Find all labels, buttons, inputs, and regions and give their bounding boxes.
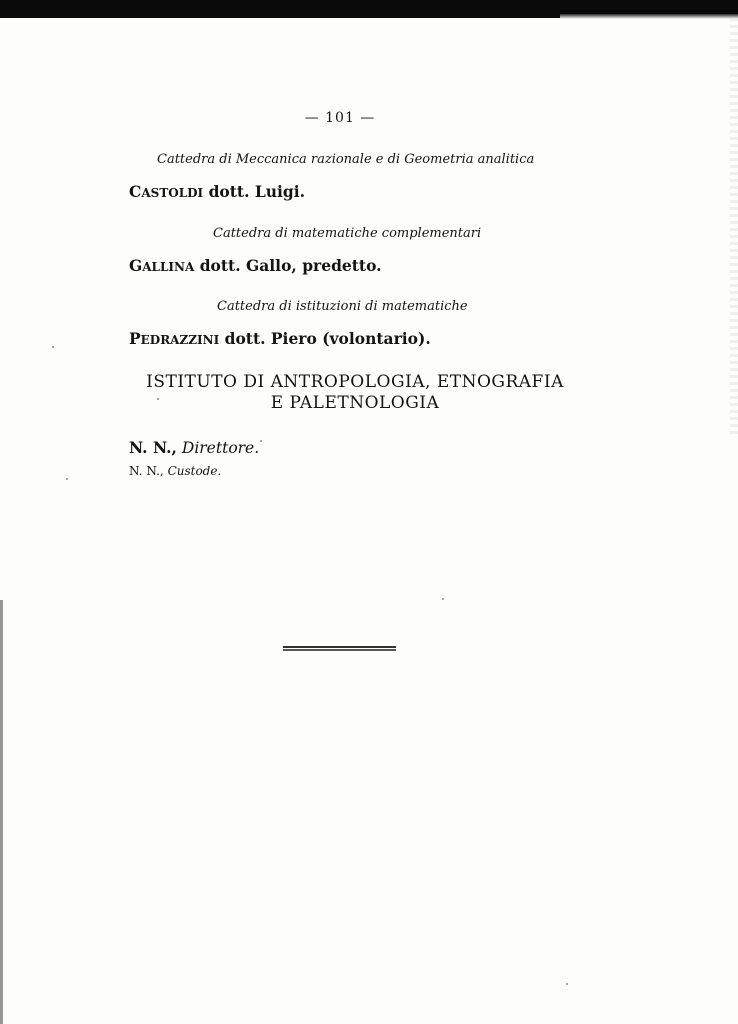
surname-initial: P	[129, 329, 141, 348]
staff-entry-gallina	[129, 256, 382, 275]
staff-entry-pedrazzini	[129, 329, 431, 348]
scan-speck	[52, 346, 54, 348]
surname-initial: C	[129, 182, 142, 201]
staff-director	[129, 438, 259, 457]
staff-details: dott. Gallo, predetto.	[194, 256, 382, 275]
staff-name: N. N.,	[129, 438, 177, 457]
surname-rest: ALLINA	[142, 260, 195, 274]
institute-title-line2: E PALETNOLOGIA	[270, 393, 440, 413]
scan-right-edge	[730, 18, 738, 438]
staff-name: N. N.,	[129, 464, 164, 478]
staff-entry-castoldi	[129, 182, 305, 201]
scan-speck	[260, 440, 262, 442]
staff-role: Direttore.	[181, 439, 260, 457]
chair-heading-institutions: Cattedra di istituzioni di matematiche	[217, 299, 468, 314]
institute-title-line1: ISTITUTO DI ANTROPOLOGIA, ETNOGRAFIA	[146, 372, 564, 392]
scan-speck	[157, 398, 159, 400]
institute-title	[90, 372, 620, 414]
scan-speck	[566, 983, 568, 985]
surname-rest: ASTOLDI	[141, 186, 204, 200]
page-number: — 101 —	[304, 110, 376, 126]
end-rule	[283, 646, 396, 651]
scan-left-edge	[0, 600, 3, 1024]
scan-speck	[66, 478, 68, 480]
scan-speck	[442, 598, 444, 600]
staff-details: dott. Luigi.	[203, 182, 306, 201]
surname-initial: G	[129, 256, 143, 275]
staff-custodian	[129, 464, 221, 478]
scan-top-border	[0, 0, 738, 18]
chair-heading-complementary: Cattedra di matematiche complementari	[213, 226, 482, 241]
staff-details: dott. Piero (volontario).	[219, 329, 431, 348]
surname-rest: EDRAZZINI	[140, 333, 220, 347]
chair-heading-mechanics: Cattedra di Meccanica razionale e di Geometria analitica	[157, 152, 535, 167]
staff-role: Custode.	[167, 464, 222, 478]
